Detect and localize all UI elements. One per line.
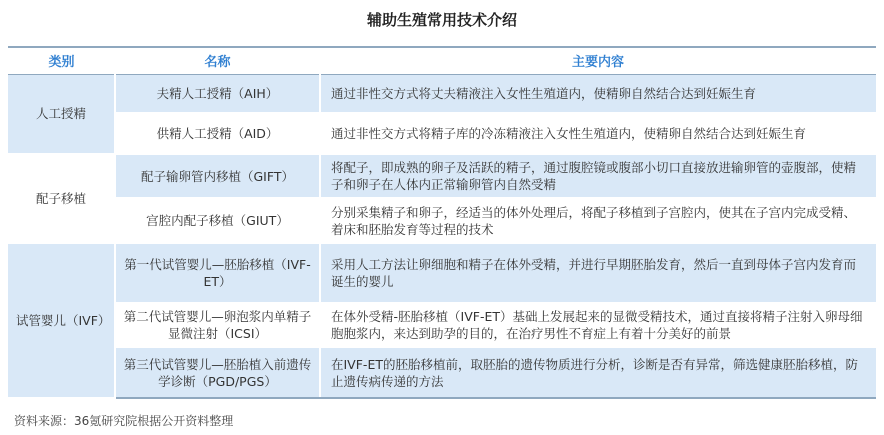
method-content: 在IVF-ET的胚胎移植前，取胚胎的遗传物质进行分析，诊断是否有异常，筛选健康胚胎移植，防止遗传病传递的方法 [320,347,876,398]
table-row [8,198,876,243]
table-row [8,154,876,198]
method-name: 配子输卵管内移植（GIFT） [115,154,320,198]
header-category: 类别 [8,47,115,74]
method-content: 采用人工方法让卵细胞和精子在体外受精，并进行早期胚胎发育，然后一直到母体子宫内发育而诞生的婴儿 [320,243,876,303]
page-title: 辅助生殖常用技术介绍 [366,11,517,29]
table-row [8,347,876,398]
method-name: 夫精人工授精（AIH） [115,74,320,113]
method-content: 将配子，即成熟的卵子及活跃的精子，通过腹腔镜或腹部小切口直接放进输卵管的壶腹部，使精子和卵子在人体内正常输卵管内自然受精 [320,154,876,198]
category-cell-ivf: 试管婴儿（IVF） [8,243,115,398]
method-content: 分别采集精子和卵子，经适当的体外处理后，将配子移植到子宫腔内，使其在子宫内完成受精、着床和胚胎发育等过程的技术 [320,198,876,243]
method-content: 通过非性交方式将精子库的冷冻精液注入女性生殖道内，使精卵自然结合达到妊娠生育 [320,113,876,154]
source-note: 资料来源：36氪研究院根据公开资料整理 [14,414,234,428]
category-cell-artificial-insemination: 人工授精 [8,74,115,154]
method-content: 在体外受精-胚胎移植（IVF-ET）基础上发展起来的显微受精技术，通过直接将精子注射入卵母细胞胞浆内，来达到助孕的目的，在治疗男性不育症上有着十分美好的前景 [320,303,876,347]
method-name: 第三代试管婴儿—胚胎植入前遗传学诊断（PGD/PGS） [115,347,320,398]
header-content: 主要内容 [320,47,876,74]
table-header [8,47,876,74]
method-name: 宫腔内配子移植（GIUT） [115,198,320,243]
method-content: 通过非性交方式将丈夫精液注入女性生殖道内，使精卵自然结合达到妊娠生育 [320,74,876,113]
method-name: 第一代试管婴儿—胚胎移植（IVF-ET） [115,243,320,303]
table-row [8,303,876,347]
table-row [8,243,876,303]
category-cell-gamete-transfer: 配子移植 [8,154,115,243]
method-name: 第二代试管婴儿—卵泡浆内单精子显微注射（ICSI） [115,303,320,347]
table-header-row [8,47,876,74]
header-name: 名称 [115,47,320,74]
method-name: 供精人工授精（AID） [115,113,320,154]
table-body [8,74,876,398]
table-row [8,113,876,154]
assisted-reproduction-table [8,46,876,399]
table-row [8,74,876,113]
